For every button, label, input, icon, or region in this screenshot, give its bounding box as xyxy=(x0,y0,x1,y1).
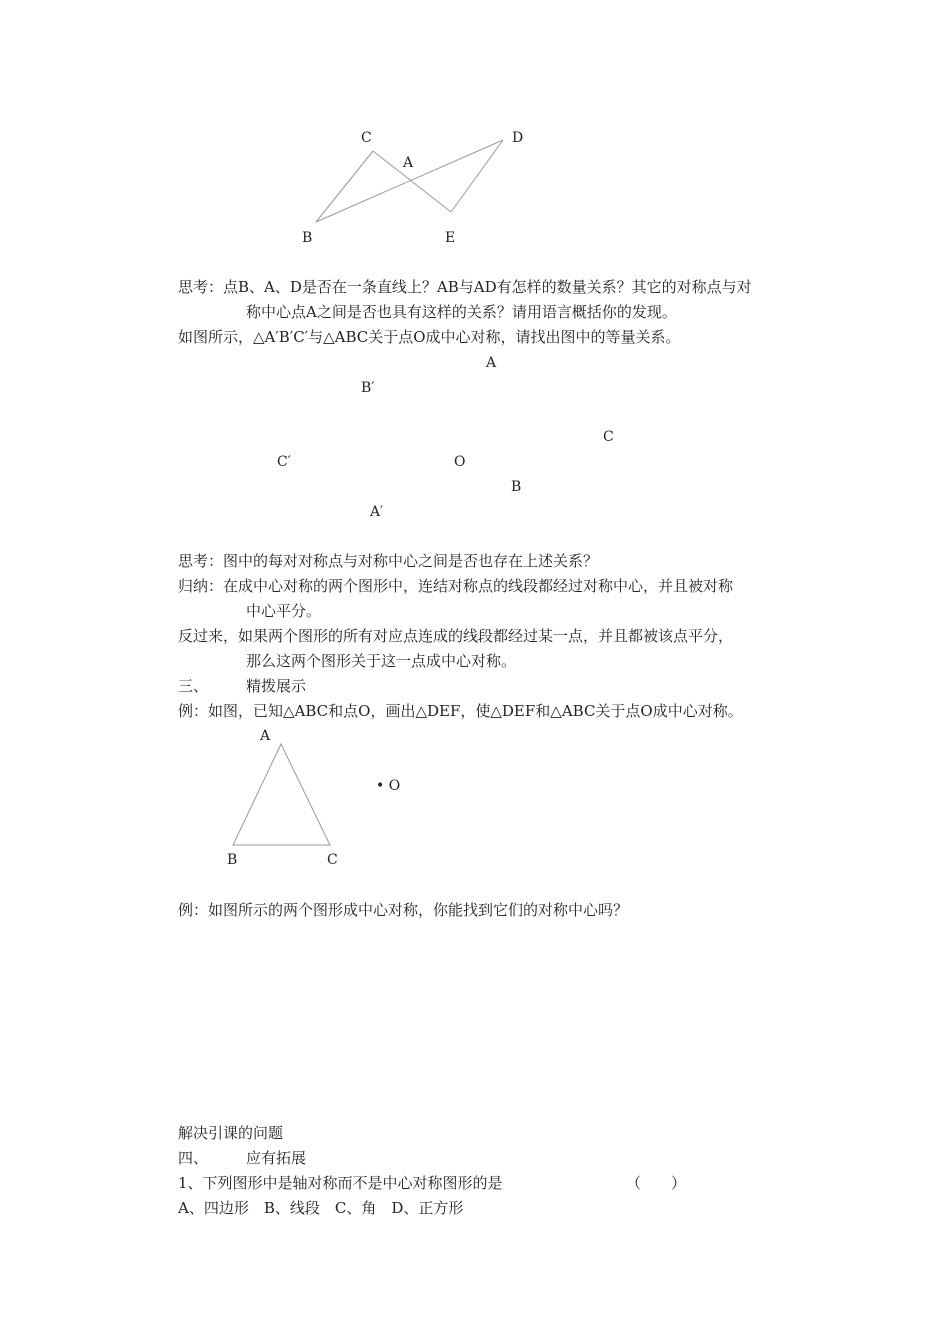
fig3-label-C: C xyxy=(327,852,338,868)
converse-paragraph-line1: 反过来，如果两个图形的所有对应点连成的线段都经过某一点，并且都被该点平分， xyxy=(178,627,734,645)
example-1-text: 例：如图，已知△ABC和点O，画出△DEF，使△DEF和△ABC关于点O成中心对称。 xyxy=(178,702,743,720)
fig2-label-C: C xyxy=(603,429,614,445)
fig2-label-B-prime: B′ xyxy=(361,380,375,396)
section-3-number: 三、 xyxy=(178,677,209,695)
figure-question-paragraph: 如图所示，△A′B′C′与△ABC关于点O成中心对称，请找出图中的等量关系。 xyxy=(178,328,681,346)
section-3-title: 精拨展示 xyxy=(246,677,307,695)
solve-heading: 解决引课的问题 xyxy=(178,1124,284,1142)
fig2-label-C-prime: C′ xyxy=(277,454,291,470)
converse-paragraph-line2: 那么这两个图形关于这一点成中心对称。 xyxy=(246,652,517,670)
fig2-label-A-prime: A′ xyxy=(370,504,384,520)
question-1-text: 1、下列图形中是轴对称而不是中心对称图形的是 xyxy=(178,1174,503,1192)
example-2-text: 例：如图所示的两个图形成中心对称，你能找到它们的对称中心吗？ xyxy=(178,901,629,919)
question-1-answer-blank: （ ） xyxy=(626,1174,687,1192)
fig1-label-E: E xyxy=(445,230,456,246)
triangle-ABC xyxy=(233,744,330,845)
fig1-label-D: D xyxy=(512,130,524,146)
fig2-label-A: A xyxy=(486,355,497,371)
segment-BD xyxy=(316,140,503,222)
fig1-label-B: B xyxy=(302,230,313,246)
segment-DE xyxy=(451,140,503,212)
fig2-label-O: O xyxy=(454,454,466,470)
fig1-label-A: A xyxy=(403,155,414,171)
section-4-title: 应有拓展 xyxy=(246,1149,307,1167)
fig1-label-C: C xyxy=(361,130,372,146)
section-4-number: 四、 xyxy=(178,1149,209,1167)
think-paragraph-2: 思考：图中的每对对称点与对称中心之间是否也存在上述关系？ xyxy=(178,552,599,570)
summary-paragraph-line1: 归纳：在成中心对称的两个图形中，连结对称点的线段都经过对称中心，并且被对称 xyxy=(178,577,734,595)
segment-CB xyxy=(316,151,373,222)
fig3-label-A: A xyxy=(260,728,271,744)
think-paragraph-line1: 思考：点B、A、D是否在一条直线上？AB与AD有怎样的数量关系？其它的对称点与对 xyxy=(178,278,752,296)
think-paragraph-line2: 称中心点A之间是否也具有这样的关系？请用语言概括你的发现。 xyxy=(246,303,677,321)
question-1-options: A、四边形 B、线段 C、角 D、正方形 xyxy=(178,1199,464,1217)
fig3-label-O: • O xyxy=(376,778,401,794)
fig2-label-B: B xyxy=(511,479,522,495)
summary-paragraph-line2: 中心平分。 xyxy=(246,602,322,620)
fig3-label-B: B xyxy=(227,852,238,868)
